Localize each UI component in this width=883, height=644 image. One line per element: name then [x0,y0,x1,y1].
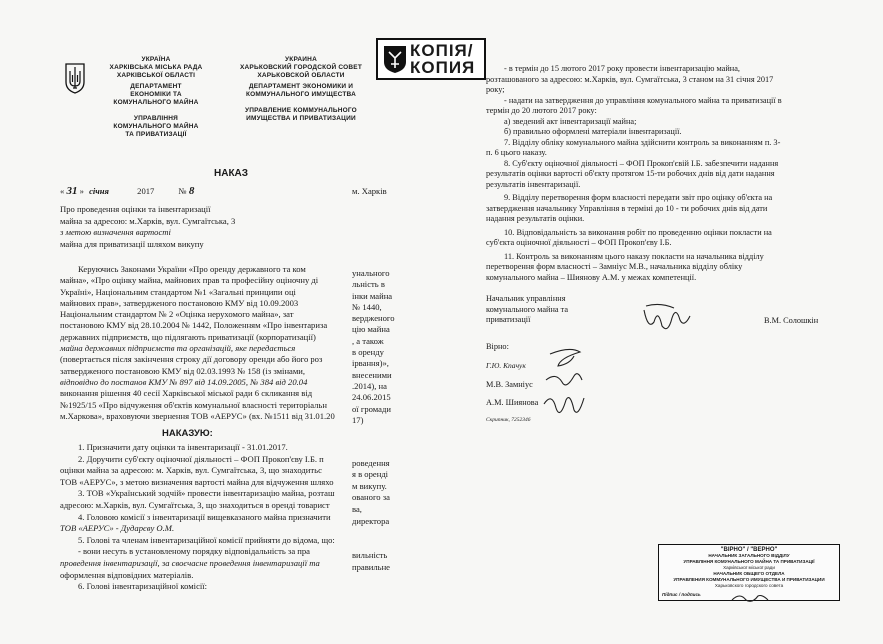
copy-stamp-line1: КОПІЯ/ [410,41,474,60]
preamble-line: Національним стандартом № 2 «Оцінка нерухомого майна», зат [60,309,294,320]
header-line: ХАРЬКОВСКОЙ ОБЛАСТИ [257,72,345,79]
stamp-line: УПРАВЛЕНИЯ КОММУНАЛЬНОГО ИМУЩЕСТВА И ПРИВАТИЗАЦИИ [673,577,825,582]
preamble-overflow [352,268,395,426]
order-directive-heading: НАКАЗУЮ: [162,428,213,439]
order-item-line: 1. Призначити дату оцінки та інвентаризації - 31.01.2017. [78,442,288,452]
header-line: ЕКОНОМІКИ ТА [130,91,182,98]
header-line: КОМУНАЛЬНОГО МАЙНА [113,99,199,106]
date-quote-open: « [60,186,65,196]
preamble-fragment: унального [352,268,390,278]
order-no-label: № [178,186,187,196]
preamble-fragment: льність в [352,279,385,290]
preamble-fragment: інки майна [352,290,393,301]
order-item-fragment [352,539,390,551]
preamble-line: м.Харкова», враховуючи звернення ТОВ «АЕРУС» (вх. №1511 від 31.01.20 [60,410,335,421]
continuation-line: 11. Контроль за виконанням цього наказу покласти на начальника відділу [504,251,764,261]
order-year: 2017 [137,186,155,196]
preamble-fragment: 24.06.2015 [352,392,391,403]
continuation-line: - в термін до 15 лютого 2017 року провести інвентаризацію майна, [504,64,741,73]
signature-title-line: комунального майна та [486,304,569,314]
order-items [60,442,335,593]
preamble-fragment: ої громади [352,403,391,414]
preamble-fragment: внесеними [352,369,392,380]
header-line: УПРАВЛЕНИЕ КОММУНАЛЬНОГО [245,107,357,114]
director-signature [640,300,692,336]
header-line: ХАРКІВСЬКА МІСЬКА РАДА [109,64,203,71]
preamble-line: затвердженого постановою КМУ від 02.03.1993 № 158 (із змінами, [60,365,306,376]
continuation-line: розташованого за адресою: м.Харків, вул. Сумгаїтська, 3 станом на 31 січня 2017 [486,74,774,84]
header-left [88,56,224,139]
order-day: 31 [66,185,78,197]
city-emblem-icon [382,44,408,74]
header-line: ХАРЬКОВСКИЙ ГОРОДСКОЙ СОВЕТ [239,64,362,71]
order-item-line: ТОВ «АЕРУС» - Дударєву О.М. [60,523,175,534]
preamble-line: Україні», Національним стандартом №1 «Загальні принципи оці [60,286,296,297]
continuation-line: - надати на затвердження до управління комунального майна та приватизації в [504,95,782,105]
order-item-fragment: ованого за [352,492,390,503]
header-line: ДЕПАРТАМЕНТ ЭКОНОМИКИ И [248,83,354,90]
order-item-line: 5. Голові та членам інвентаризаційної комісії прийняти до відома, що: [78,534,335,545]
preamble-fragment: вердженого [352,313,395,324]
continuation-line: п. 6 цього наказу. [486,148,547,157]
preamble-line: (повертається після закінчення строку дії договору оренди або його роз [60,354,323,365]
order-item-fragment: роведення [352,457,390,468]
order-subject [60,204,235,250]
preamble-fragment: , а також [352,335,384,346]
continuation-line: суб'єкта оціночної діяльності – ФОП Прокоп'єву І.Б. [486,238,672,247]
header-line: КОМУНАЛЬНОГО МАЙНА [113,123,199,130]
continuation-line: а) зведений акт інвентаризації майна; [504,116,637,126]
approver-name: М.В. Замніус [486,380,533,389]
order-item-line: проведення інвентаризації, за своєчасне проведення інвентаризації та [60,557,320,568]
subject-line: з метою визначення вартості [60,227,171,237]
continuation-line: б) правильно оформлені матеріали інвентаризації. [504,127,682,136]
stamp-signature [730,592,770,604]
stamp-line: УПРАВЛІННЯ КОМУНАЛЬНОГО МАЙНА ТА ПРИВАТИЗАЦІЇ [683,559,815,564]
continuation-line: перетворення форм власності – Замніус М.В., начальника відділу обліку [486,262,743,271]
stamp-line: НАЧАЛЬНИК ЗАГАЛЬНОГО ВІДДІЛУ [708,553,790,558]
approver-signatures [540,346,600,426]
copy-stamp [376,38,486,80]
preamble-line: постановою КМУ від 28.10.2004 № 1442, Положенням «Про інвентариза [60,320,328,331]
preamble-line: майна державних підприємств та організацій, яке передається [60,343,296,354]
order-continuation [486,64,866,283]
continuation-line: 8. Суб'єкту оціночної діяльності – ФОП Прокоп'євій І.Б. забезпечити надання [504,158,779,168]
date-quote-close: » [79,186,84,196]
signature-title-line: Начальник управління [486,294,566,303]
preamble-fragment: № 1440, [352,301,382,312]
subject-line: Про проведення оцінки та інвентаризації [60,204,211,214]
preamble-fragment: цію майна [352,324,390,335]
order-number: 8 [188,185,195,197]
order-date-line [60,186,194,197]
signature-title-line: приватизації [486,315,531,324]
preamble [60,264,335,422]
coat-of-arms-icon [64,62,86,94]
order-item-fragment: ва, [352,503,362,514]
signature-name: В.М. Солошкін [764,316,819,325]
preamble-line: державних підприємств, що підлягають приватизації (корпоратизації) [60,331,316,342]
subject-line: майна для приватизації шляхом викупу [60,238,204,249]
order-item-fragment: м викупу. [352,480,387,491]
order-item-line: 3. ТОВ «Український зодчій» провести інвентаризацію майна, розташ [78,488,335,499]
order-item-line: 2. Доручити суб'єкту оціночної діяльності – ФОП Прокоп'єву І.Б. п [78,453,324,464]
executor-note: Скрипник, 7252346 [486,417,531,423]
continuation-line: комунального майна – Шиянову А.М. у межах компетенції. [486,272,697,282]
header-line: ИМУЩЕСТВА И ПРИВАТИЗАЦИИ [246,115,356,122]
order-item-line: - вони несуть в установленому порядку відповідальність за пра [78,546,310,557]
order-item-line: 6. Голові інвентаризаційної комісії: [78,581,208,592]
header-line: КОММУНАЛЬНОГО ИМУЩЕСТВА [245,91,357,98]
header-line: УКРАИНА [285,56,317,63]
header-line: ТА ПРИВАТИЗАЦІЇ [125,131,187,138]
order-item-fragment: я в оренді [352,469,389,480]
continuation-line: 9. Відділу перетворення форм власності передати звіт про оцінку об'єкта на [504,193,773,202]
order-item-fragment: директора [352,515,390,526]
approver-name: Г.Ю. Кпачук [486,361,526,370]
continuation-line: затвердження начальнику Управління в терміні до 10 - ти робочих днів від дати [486,203,768,213]
order-item-fragment [352,446,390,458]
order-item-fragment: вильність [352,550,388,561]
header-line: ХАРКІВСЬКОЇ ОБЛАСТІ [116,72,196,79]
approvals-label: Вірно: [486,342,509,351]
order-place: м. Харків [352,186,387,196]
continuation-line: результатів оцінки вартості об'єкту протягом 15-ти робочих днів від дати надання [486,169,775,178]
stamp-line: "ВІРНО" / "ВЕРНО" [720,547,778,553]
order-month: січня [89,186,109,196]
continuation-line: року; [486,85,505,94]
preamble-line: Керуючись Законами України «Про оренду державного та ком [78,264,306,274]
preamble-fragment: в оренду [352,347,384,358]
continuation-line: 7. Відділу обліку комунального майна здійснити контроль за виконанням п. 3- [504,137,781,147]
order-item-line: оформлення відповідних матеріалів. [60,569,194,580]
subject-line: майна за адресою: м.Харків, вул. Сумгаїтська, 3 [60,215,236,226]
stamp-line: Підпис / подпись [662,592,701,597]
order-item-fragment: правильне [352,561,390,572]
header-right [226,56,376,123]
order-item-fragment [352,527,390,539]
order-items-overflow [352,446,390,574]
header-line: УКРАЇНА [141,56,171,63]
header-line: ДЕПАРТАМЕНТ [130,83,182,90]
preamble-fragment: .2014), на [352,380,387,391]
preamble-fragment: 17) [352,414,364,425]
order-item-line: оцінки майна за адресою: м. Харків, вул. Сумгаїтська, 3, що знаходитьс [60,465,322,476]
continuation-line: 10. Відповідальність за виконання робіт по проведенню оцінки покласти на [504,227,772,237]
preamble-line: виконання рішення 40 сесії Харківської міської ради 6 скликання від [60,388,313,399]
stamp-line: НАЧАЛЬНИК ОБЩЕГО ОТДЕЛА [713,571,785,576]
header-line: УПРАВЛІННЯ [133,115,179,122]
continuation-line: надання результатів оцінки. [486,214,585,223]
preamble-line: відповідно до постанов КМУ № 897 від 14.09.2005, № 384 від 20.04 [60,376,308,387]
order-item-line: 4. Головою комісії з інвентаризації вищевказаного майна призначити [78,511,331,522]
order-item-line: адресою: м.Харків, вул. Сумгаїтська, 3, що знаходиться в оренді товарист [60,499,330,510]
order-item-line: ТОВ «АЕРУС», з метою визначення вартості майна для відчуження шляхо [60,476,334,487]
continuation-line: результатів інвентаризації. [486,179,581,189]
preamble-fragment: ірвання)», [352,358,389,369]
stamp-line: Харьковского городского совета [714,583,784,588]
preamble-line: №1925/15 «Про відчуження об'єктів комунальної власності територіальн [60,399,327,410]
continuation-line: термін до 20 лютого 2017 року: [486,106,597,115]
preamble-line: майна», «Про оцінку майна, майнових прав та професійну оціночну ді [60,275,319,286]
copy-stamp-line2: КОПИЯ [410,58,476,77]
preamble-line: майнових прав», затвердженого постановою КМУ від 10.09.2003 [60,297,299,308]
order-title: НАКАЗ [214,168,249,179]
signature-title [486,294,568,326]
stamp-line: Харківської міської ради [723,565,775,570]
approver-name: А.М. Шиянова [486,398,539,407]
